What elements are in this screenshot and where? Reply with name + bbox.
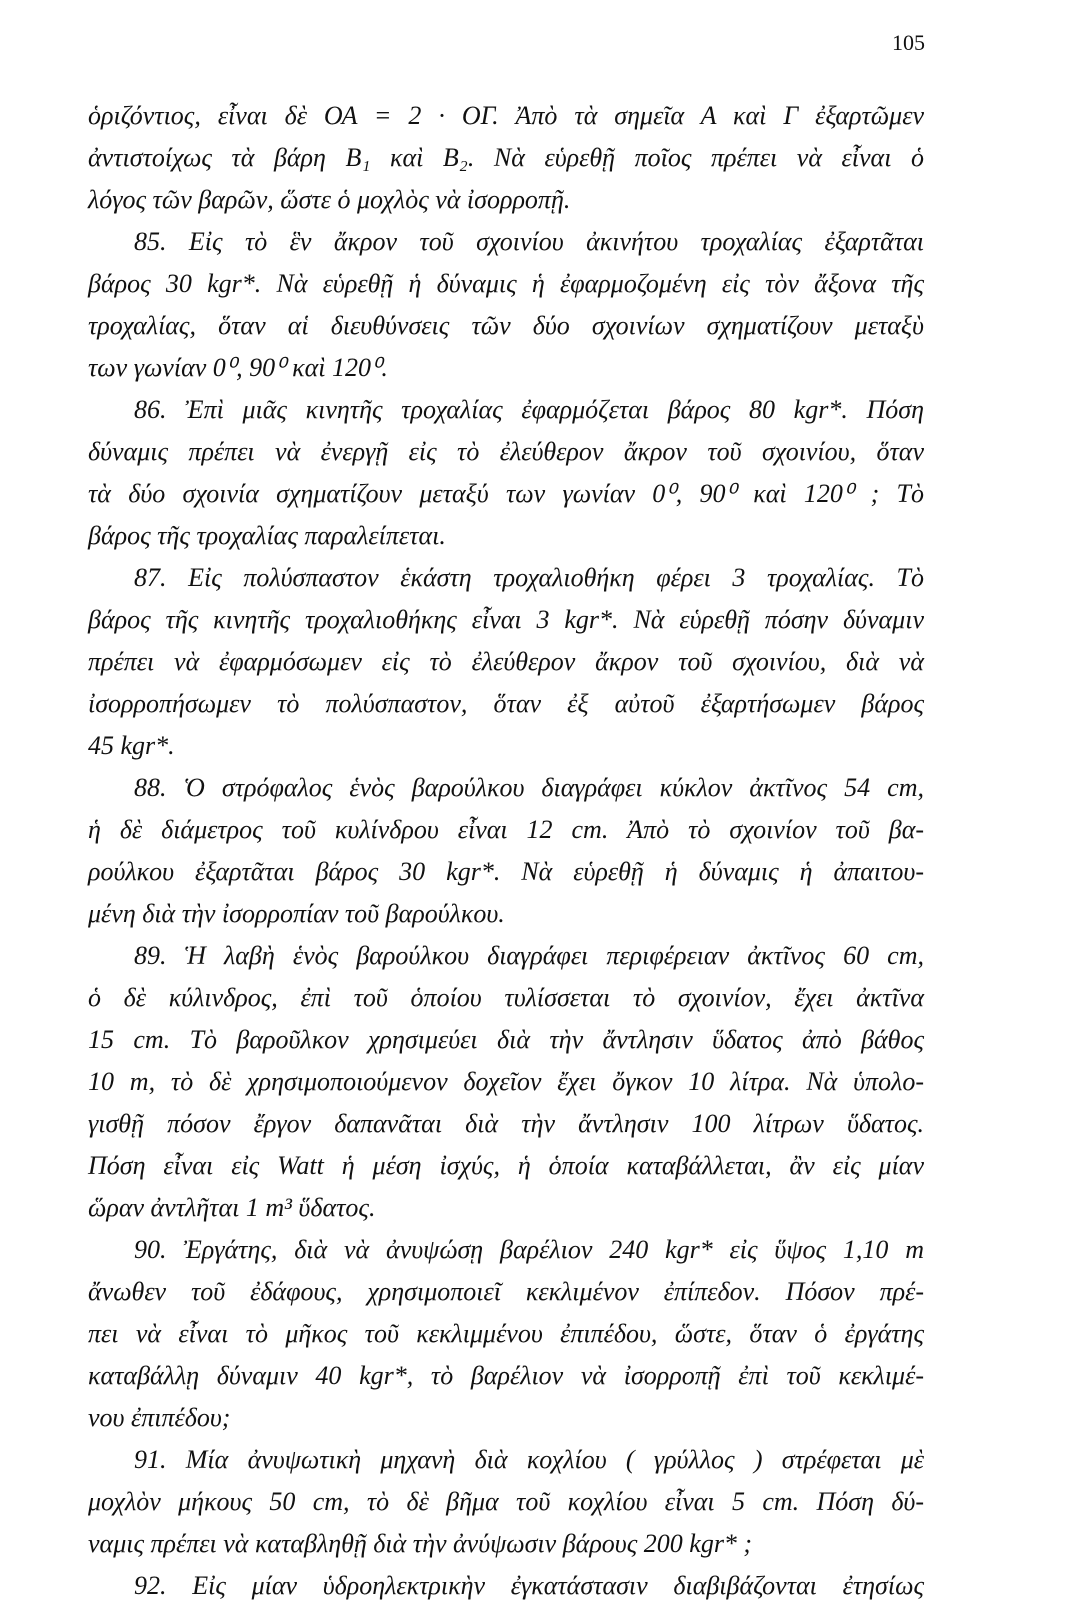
text-line: μένη διὰ τὴν ἰσορροπίαν τοῦ βαρούλκου. (88, 899, 505, 928)
text-line: ἡ δὲ διάμετρος τοῦ κυλίνδρου εἶναι 12 cm. Ἀπὸ τὸ σχοινίον τοῦ βα- (88, 815, 924, 844)
text-line: 92. Εἰς μίαν ὑδροηλεκτρικὴν ἐγκατάστασιν διαβιβάζονται ἐτησίως (134, 1571, 924, 1600)
text-line: ἰσορροπήσωμεν τὸ πολύσπαστον, ὅταν ἐξ αὐτοῦ ἐξαρτήσωμεν βάρος (88, 689, 924, 718)
text-line: ὁριζόντιος, εἶναι δὲ ΟΑ = 2 · ΟΓ. Ἀπὸ τὰ σημεῖα Α καὶ Γ ἐξαρτῶμεν (88, 101, 924, 130)
text-line: ἄνωθεν τοῦ ἐδάφους, χρησιμοποιεῖ κεκλιμένον ἐπίπεδον. Πόσον πρέ- (88, 1277, 924, 1306)
text-line: τροχαλίας, ὅταν αἱ διευθύνσεις τῶν δύο σχοινίων σχηματίζουν μεταξὺ (88, 311, 924, 340)
text-line: 85. Εἰς τὸ ἓν ἄκρον τοῦ σχοινίου ἀκινήτου τροχαλίας ἐξαρτᾶται (134, 227, 924, 256)
text-line: βάρος τῆς κινητῆς τροχαλιοθήκης εἶναι 3 kgr*. Νὰ εὑρεθῇ πόσην δύναμιν (88, 605, 924, 634)
text-line: 89. Ἡ λαβὴ ἑνὸς βαρούλκου διαγράφει περιφέρειαν ἀκτῖνος 60 cm, (134, 941, 924, 970)
text-line: βάρος 30 kgr*. Νὰ εὑρεθῇ ἡ δύναμις ἡ ἐφαρμοζομένη εἰς τὸν ἄξονα τῆς (88, 269, 924, 298)
text-line: 86. Ἐπὶ μιᾶς κινητῆς τροχαλίας ἐφαρμόζεται βάρος 80 kgr*. Πόση (134, 395, 924, 424)
text-line: 10 m, τὸ δὲ χρησιμοποιούμενον δοχεῖον ἔχει ὄγκον 10 λίτρα. Νὰ ὑπολο- (88, 1067, 924, 1096)
text-line: ὥραν ἀντλῆται 1 m³ ὕδατος. (88, 1193, 376, 1222)
text-line: 45 kgr*. (88, 731, 175, 760)
text-line: λόγος τῶν βαρῶν, ὥστε ὁ μοχλὸς νὰ ἰσορροπῇ. (88, 185, 571, 214)
page-number: 105 (892, 30, 925, 55)
text-line: βάρος τῆς τροχαλίας παραλείπεται. (88, 521, 446, 550)
text-line: νου ἐπιπέδου; (88, 1403, 231, 1432)
text-line: 15 cm. Τὸ βαροῦλκον χρησιμεύει διὰ τὴν ἄντλησιν ὕδατος ἀπὸ βάθος (88, 1025, 924, 1054)
text-line: ὁ δὲ κύλινδρος, ἐπὶ τοῦ ὁποίου τυλίσσεται τὸ σχοινίον, ἔχει ἀκτῖνα (88, 983, 924, 1012)
text-line: δύναμις πρέπει νὰ ἐνεργῇ εἰς τὸ ἐλεύθερον ἄκρον τοῦ σχοινίου, ὅταν (88, 437, 924, 466)
text-line: 88. Ὁ στρόφαλος ἑνὸς βαρούλκου διαγράφει κύκλον ἀκτῖνος 54 cm, (134, 773, 924, 802)
text-line: 91. Μία ἀνυψωτικὴ μηχανὴ διὰ κοχλίου ( γρύλλος ) στρέφεται μὲ (134, 1445, 924, 1474)
text-line: γισθῇ πόσον ἔργον δαπανᾶται διὰ τὴν ἄντλησιν 100 λίτρων ὕδατος. (88, 1109, 924, 1138)
text-line: ναμις πρέπει νὰ καταβληθῇ διὰ τὴν ἀνύψωσιν βάρους 200 kgr* ; (88, 1529, 753, 1558)
text-line: 87. Εἰς πολύσπαστον ἑκάστη τροχαλιοθήκη φέρει 3 τροχαλίας. Τὸ (134, 563, 924, 592)
text-line: 90. Ἐργάτης, διὰ νὰ ἀνυψώσῃ βαρέλιον 240 kgr* εἰς ὕψος 1,10 m (134, 1235, 924, 1264)
text-body (88, 95, 924, 1607)
text-line: τὰ δύο σχοινία σχηματίζουν μεταξύ των γωνίαν 0⁰, 90⁰ καὶ 120⁰ ; Τὸ (88, 479, 924, 508)
text-line: Πόση εἶναι εἰς Watt ἡ μέση ἰσχύς, ἡ ὁποία καταβάλλεται, ἂν εἰς μίαν (88, 1151, 924, 1180)
text-line: ρούλκου ἐξαρτᾶται βάρος 30 kgr*. Νὰ εὑρεθῇ ἡ δύναμις ἡ ἀπαιτου- (88, 857, 924, 886)
text-line: των γωνίαν 0⁰, 90⁰ καὶ 120⁰. (88, 353, 388, 382)
text-line: πρέπει νὰ ἐφαρμόσωμεν εἰς τὸ ἐλεύθερον ἄκρον τοῦ σχοινίου, διὰ νὰ (88, 647, 924, 676)
text-line: πει νὰ εἶναι τὸ μῆκος τοῦ κεκλιμμένου ἐπιπέδου, ὥστε, ὅταν ὁ ἐργάτης (88, 1319, 924, 1348)
text-line: μοχλὸν μήκους 50 cm, τὸ δὲ βῆμα τοῦ κοχλίου εἶναι 5 cm. Πόση δύ- (88, 1487, 924, 1516)
text-line: ἀντιστοίχως τὰ βάρη B₁ καὶ B₂. Νὰ εὑρεθῇ ποῖος πρέπει νὰ εἶναι ὁ (88, 143, 924, 172)
text-line: καταβάλλῃ δύναμιν 40 kgr*, τὸ βαρέλιον νὰ ἰσορροπῇ ἐπὶ τοῦ κεκλιμέ- (88, 1361, 924, 1390)
